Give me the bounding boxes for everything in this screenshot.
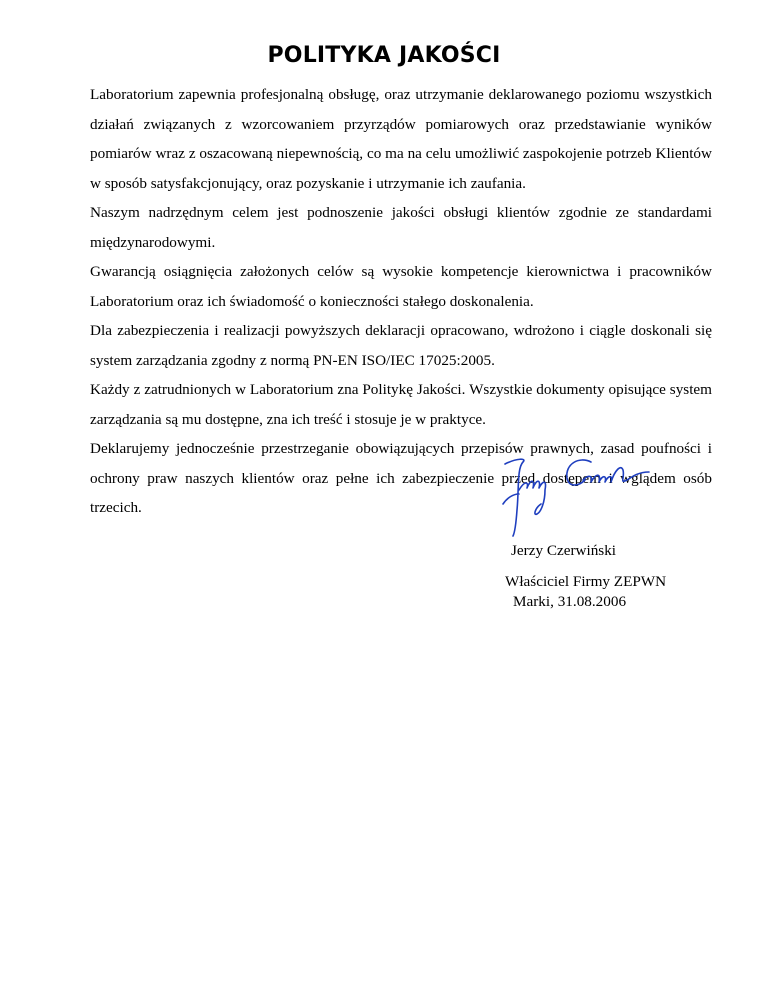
place-and-date: Marki, 31.08.2006 xyxy=(513,593,627,610)
document-title: POLITYKA JAKOŚCI xyxy=(267,43,501,68)
signatory-role: Właściciel Firmy ZEPWN xyxy=(505,573,667,590)
signature-block xyxy=(505,541,666,612)
paragraph-intro: Laboratorium zapewnia profesjonalną obsługę, oraz utrzymanie deklarowanego poziomu wszystkich działań związanych z wzorcowaniem przyrządów pomiarowych oraz przedstawianie wyników pomiarów wraz z oszacowaną niepewnością, co ma na celu umożliwić zaspokojenie potrzeb Klientów w sposób satysfakcjonujący, oraz pozyskanie i utrzymanie ich zaufania. xyxy=(90,86,712,192)
signatory-name: Jerzy Czerwiński xyxy=(511,542,617,559)
paragraph-goal: Naszym nadrzędnym celem jest podnoszenie jakości obsługi klientów zgodnie ze standardami międzynarodowymi. xyxy=(90,204,712,251)
handwritten-signature xyxy=(493,450,663,540)
paragraph-employees: Każdy z zatrudnionych w Laboratorium zna Politykę Jakości. Wszystkie dokumenty opisujące system zarządzania są mu dostępne, zna ich treść i stosuje je w praktyce. xyxy=(90,381,712,428)
paragraph-system: Dla zabezpieczenia i realizacji powyższych deklaracji opracowano, wdrożono i ciągle doskonali się system zarządzania zgodny z normą PN-EN ISO/IEC 17025:2005. xyxy=(90,322,712,369)
paragraph-guarantee: Gwarancją osiągnięcia założonych celów są wysokie kompetencje kierownictwa i pracowników Laboratorium oraz ich świadomość o konieczności stałego doskonalenia. xyxy=(90,263,712,310)
paragraph-declaration: Deklarujemy jednocześnie przestrzeganie obowiązujących przepisów prawnych, zasad poufności i ochrony praw naszych klientów oraz pełne ich zabezpieczenie przed dostępem i wglądem osób trzecich. xyxy=(90,440,712,516)
